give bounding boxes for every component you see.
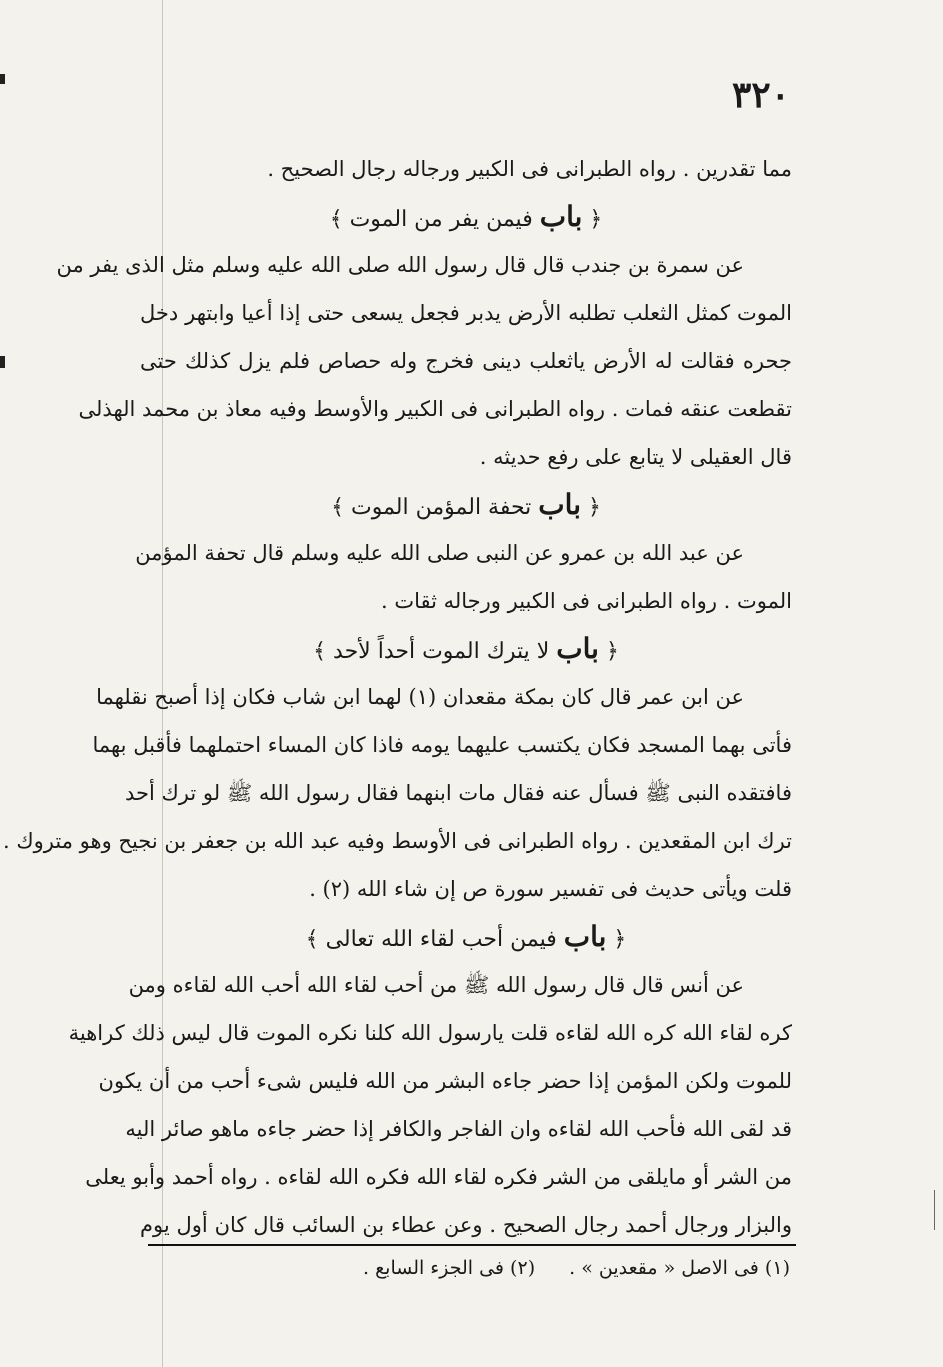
text-line: فأتى بهما المسجد فكان يكتسب عليهما يومه فاذا كان المساء احتملهما فأقبل بهما bbox=[92, 733, 792, 757]
text-line: عن ابن عمر قال كان بمكة مقعدان (١) لهما ابن شاب فكان إذا أصبح نقلهما bbox=[96, 685, 744, 709]
heading-bracket-open: ﴿ bbox=[606, 927, 627, 952]
text-line: قد لقى الله فأحب الله لقاءه وان الفاجر والكافر إذا حضر جاءه ماهو صائر اليه bbox=[125, 1117, 792, 1141]
text-line: تقطعت عنقه فمات . رواه الطبرانى فى الكبير والأوسط وفيه معاذ بن محمد الهذلى bbox=[78, 397, 792, 421]
text-line: للموت ولكن المؤمن إذا حضر جاءه البشر من الله فليس شىء أحب من أن يكون bbox=[98, 1069, 792, 1093]
heading-bab-label: باب bbox=[556, 632, 599, 665]
text-line: والبزار ورجال أحمد رجال الصحيح . وعن عطاء بن السائب قال كان أول يوم bbox=[140, 1213, 792, 1237]
text-line: قلت ويأتى حديث فى تفسير سورة ص إن شاء الله (٢) . bbox=[309, 877, 792, 901]
text-line: فافتقده النبى ﷺ فسأل عنه فقال مات ابنهما فقال رسول الله ﷺ لو ترك أحد bbox=[124, 781, 792, 805]
footnote-2: (٢) فى الجزء السابع . bbox=[362, 1257, 536, 1279]
footnote-separator bbox=[148, 1244, 796, 1246]
text-line: مما تقدرين . رواه الطبرانى فى الكبير ورجاله رجال الصحيح . bbox=[267, 157, 792, 181]
heading-bab-label: باب bbox=[563, 920, 607, 953]
text-line: الموت كمثل الثعلب تطلبه الأرض يدبر فجعل يسعى حتى إذا أعيا وابتهر دخل bbox=[140, 301, 792, 325]
footnotes bbox=[300, 1250, 790, 1286]
section-heading bbox=[140, 193, 792, 241]
text-line: جحره فقالت له الأرض ياثعلب دينى فخرج وله حصاص فلم يزل كذلك حتى bbox=[140, 349, 792, 373]
heading-bab-label: باب bbox=[538, 488, 581, 521]
heading-bracket-close: ﴾ bbox=[331, 495, 352, 520]
footnote-1: (١) فى الاصل « مقعدين » . bbox=[569, 1257, 790, 1279]
text-line: عن أنس قال قال رسول الله ﷺ من أحب لقاء الله أحب الله لقاءه ومن bbox=[128, 973, 744, 997]
scan-edge-mark bbox=[934, 1190, 935, 1230]
main-text bbox=[3, 145, 792, 1249]
section-heading bbox=[140, 625, 792, 673]
heading-title: لا يترك الموت أحداً لأحد bbox=[333, 639, 550, 664]
text-line: ترك ابن المقعدين . رواه الطبرانى فى الأوسط وفيه عبد الله بن جعفر بن نجيح وهو متروك . bbox=[3, 829, 792, 853]
heading-title: فيمن أحب لقاء الله تعالى bbox=[325, 927, 557, 952]
text-line: كره لقاء الله كره الله لقاءه قلت يارسول الله كلنا نكره الموت قال ليس ذلك كراهية bbox=[68, 1021, 792, 1045]
heading-bracket-open: ﴿ bbox=[580, 495, 601, 520]
heading-bracket-open: ﴿ bbox=[582, 207, 603, 232]
heading-bracket-close: ﴾ bbox=[329, 207, 350, 232]
text-line: عن عبد الله بن عمرو عن النبى صلى الله عليه وسلم قال تحفة المؤمن bbox=[135, 541, 744, 565]
scan-edge-mark bbox=[0, 356, 5, 368]
page-number: ٣٢٠ bbox=[731, 74, 790, 116]
text-line: من الشر أو مايلقى من الشر فكره لقاء الله فكره الله لقاءه . رواه أحمد وأبو يعلى bbox=[85, 1165, 792, 1189]
heading-bracket-open: ﴿ bbox=[598, 639, 619, 664]
heading-title: تحفة المؤمن الموت bbox=[351, 495, 532, 520]
section-heading bbox=[140, 481, 792, 529]
heading-title: فيمن يفر من الموت bbox=[349, 207, 533, 232]
text-line: قال العقيلى لا يتابع على رفع حديثه . bbox=[479, 445, 792, 469]
text-line: الموت . رواه الطبرانى فى الكبير ورجاله ثقات . bbox=[380, 589, 792, 613]
heading-bab-label: باب bbox=[539, 200, 583, 233]
heading-bracket-close: ﴾ bbox=[305, 927, 326, 952]
scan-edge-mark bbox=[0, 74, 5, 84]
heading-bracket-close: ﴾ bbox=[313, 639, 334, 664]
text-line: عن سمرة بن جندب قال قال رسول الله صلى الله عليه وسلم مثل الذى يفر من bbox=[56, 253, 744, 277]
section-heading bbox=[140, 913, 792, 961]
